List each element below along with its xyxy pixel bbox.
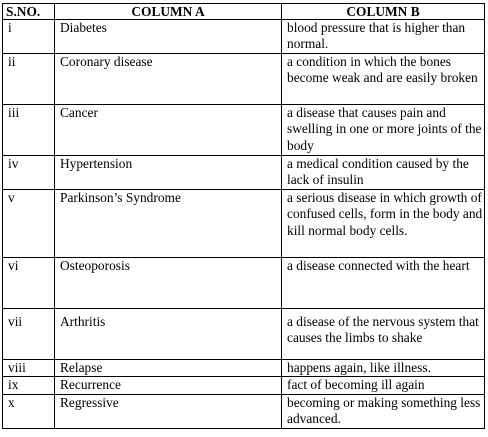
table-row: [3, 190, 485, 258]
header-sno: S.NO.: [3, 4, 55, 20]
cell-sno: vi: [3, 258, 55, 309]
cell-sno: iv: [3, 156, 55, 190]
cell-column-b: happens again, like illness.: [282, 360, 485, 377]
cell-sno: viii: [3, 360, 55, 377]
table-header-row: [3, 4, 485, 20]
matching-table: [2, 3, 485, 429]
header-column-a: COLUMN A: [55, 4, 282, 20]
cell-column-a: Regressive: [55, 394, 282, 428]
cell-column-a: Hypertension: [55, 156, 282, 190]
table-row: [3, 20, 485, 54]
cell-sno: vii: [3, 309, 55, 360]
cell-column-a: Diabetes: [55, 20, 282, 54]
cell-column-a: Parkinson’s Syndrome: [55, 190, 282, 258]
cell-sno: ix: [3, 377, 55, 394]
cell-column-b: becoming or making something less advanced.: [282, 394, 485, 428]
table-row: [3, 360, 485, 377]
table-row: [3, 156, 485, 190]
table-row: [3, 105, 485, 156]
cell-column-a: Arthritis: [55, 309, 282, 360]
cell-column-b: fact of becoming ill again: [282, 377, 485, 394]
header-column-b: COLUMN B: [282, 4, 485, 20]
cell-column-a: Relapse: [55, 360, 282, 377]
cell-column-b: a disease of the nervous system that causes the limbs to shake: [282, 309, 485, 360]
cell-sno: v: [3, 190, 55, 258]
table-row: [3, 54, 485, 105]
table-row: [3, 377, 485, 394]
table-row: [3, 258, 485, 309]
cell-column-b: a serious disease in which growth of confused cells, form in the body and kill normal body cells.: [282, 190, 485, 258]
cell-column-b: a disease that causes pain and swelling in one or more joints of the body: [282, 105, 485, 156]
cell-column-a: Cancer: [55, 105, 282, 156]
cell-column-b: blood pressure that is higher than normal.: [282, 20, 485, 54]
cell-sno: x: [3, 394, 55, 428]
table-row: [3, 309, 485, 360]
cell-sno: i: [3, 20, 55, 54]
table-row: [3, 394, 485, 428]
cell-column-b: a disease connected with the heart: [282, 258, 485, 309]
cell-column-a: Osteoporosis: [55, 258, 282, 309]
cell-column-b: a medical condition caused by the lack of insulin: [282, 156, 485, 190]
cell-column-a: Coronary disease: [55, 54, 282, 105]
cell-sno: iii: [3, 105, 55, 156]
cell-column-a: Recurrence: [55, 377, 282, 394]
cell-column-b: a condition in which the bones become weak and are easily broken: [282, 54, 485, 105]
cell-sno: ii: [3, 54, 55, 105]
